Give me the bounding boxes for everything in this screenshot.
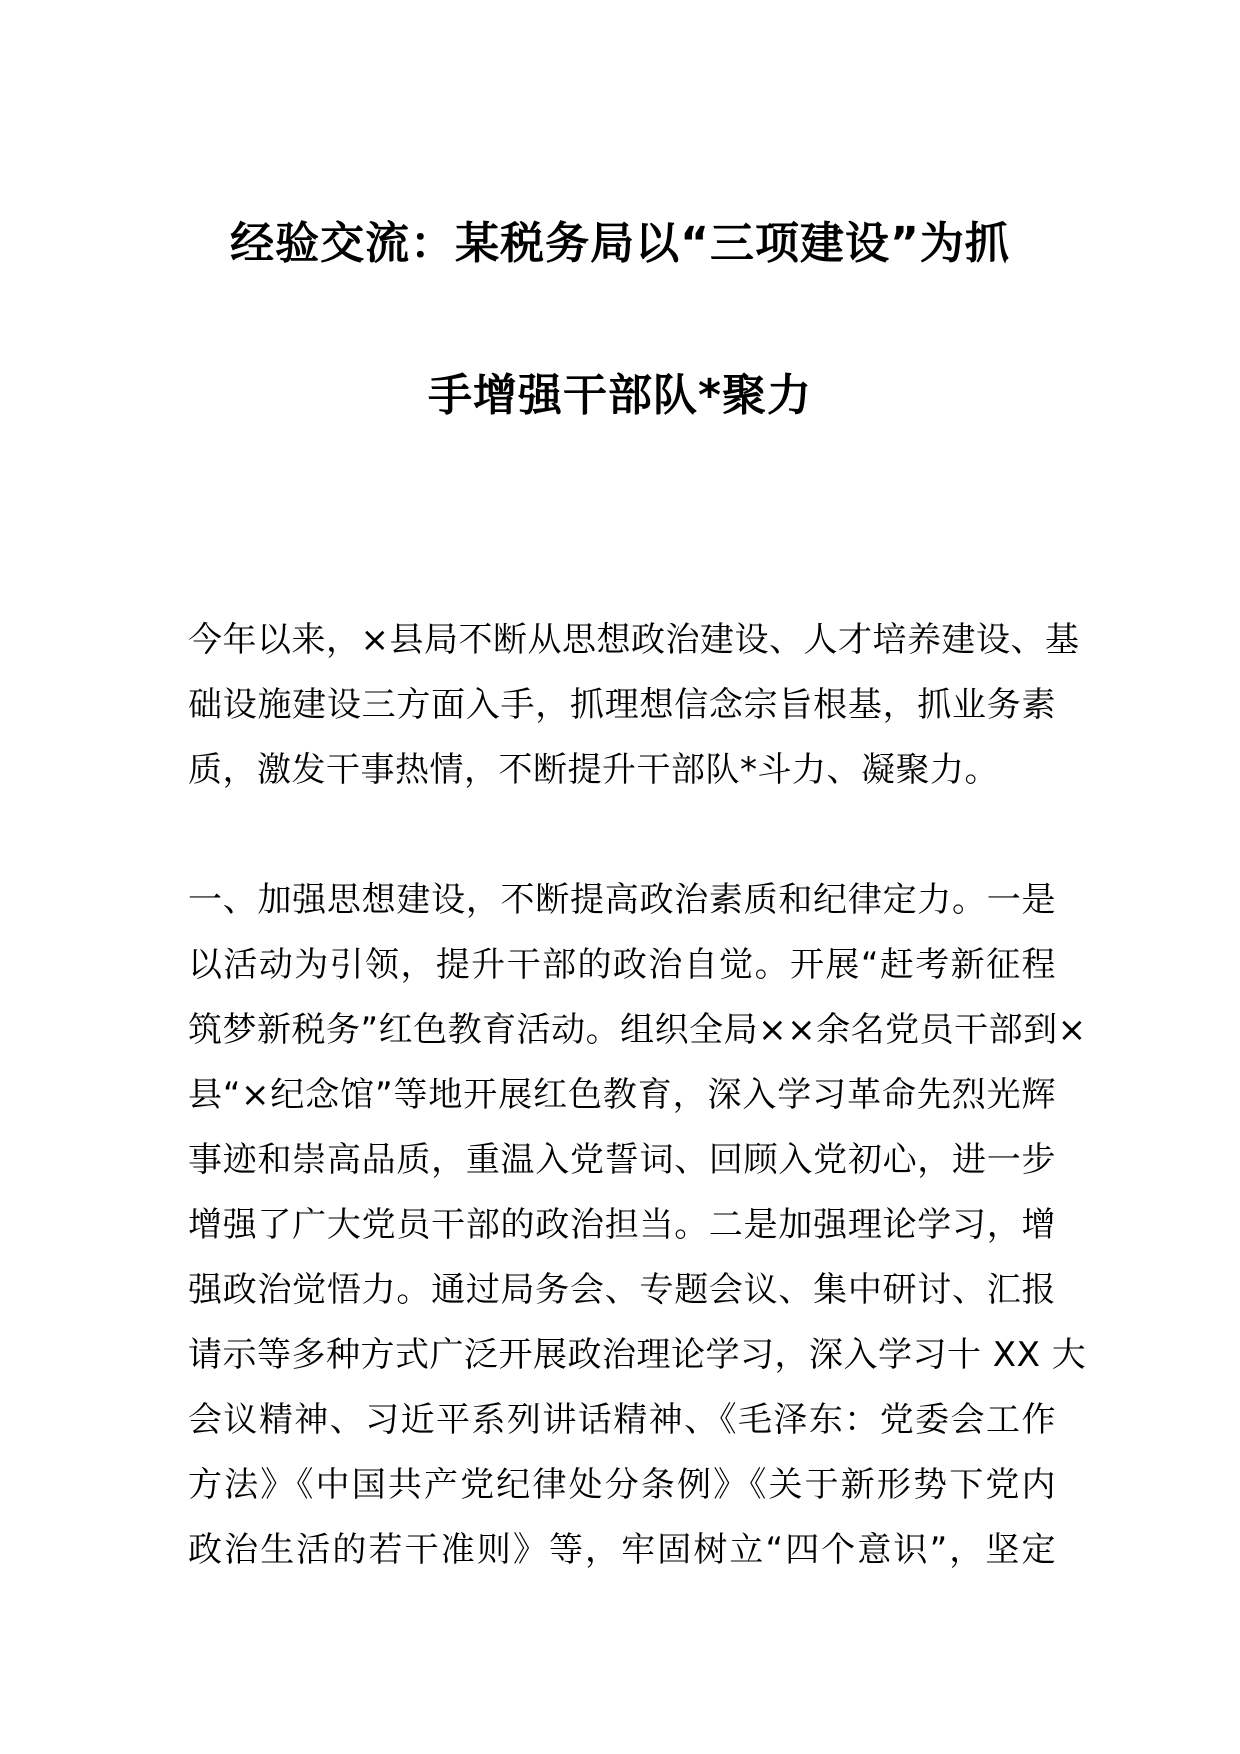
paragraph-line: 以活动为引领，提升干部的政治自觉。开展“赶考新征程 — [188, 945, 1056, 985]
paragraph-line: 方法》《中国共产党纪律处分条例》《关于新形势下党内 — [188, 1465, 1056, 1505]
paragraph-line: 会议精神、习近平系列讲话精神、《毛泽东：党委会工作 — [188, 1400, 1056, 1440]
paragraph-line: 础设施建设三方面入手，抓理想信念宗旨根基，抓业务素 — [188, 685, 1056, 725]
paragraph-line: 强政治觉悟力。通过局务会、专题会议、集中研讨、汇报 — [188, 1270, 1056, 1310]
paragraph-line: 增强了广大党员干部的政治担当。二是加强理论学习，增 — [188, 1205, 1056, 1245]
paragraph-line: 事迹和崇高品质，重温入党誓词、回顾入党初心，进一步 — [188, 1140, 1056, 1180]
paragraph-line: 请示等多种方式广泛开展政治理论学习，深入学习十 XX 大 — [188, 1335, 1087, 1375]
paragraph-line: 县“×纪念馆”等地开展红色教育，深入学习革命先烈光辉 — [188, 1075, 1056, 1115]
title-line-1: 经验交流：某税务局以“三项建设”为抓 — [230, 218, 1010, 269]
paragraph-line: 质，激发干事热情，不断提升干部队*斗力、凝聚力。 — [188, 750, 999, 790]
paragraph-line: 今年以来，×县局不断从思想政治建设、人才培养建设、基 — [188, 620, 1080, 660]
paragraph-line: 一、加强思想建设，不断提高政治素质和纪律定力。一是 — [188, 880, 1056, 920]
paragraph-line: 政治生活的若干准则》等，牢固树立“四个意识”，坚定 — [188, 1530, 1056, 1570]
document-title — [170, 168, 1070, 472]
section-one-paragraph — [188, 868, 1087, 1583]
title-line-2: 手增强干部队*聚力 — [427, 370, 812, 421]
intro-paragraph — [188, 608, 1080, 803]
paragraph-line: 筑梦新税务”红色教育活动。组织全局××余名党员干部到× — [188, 1010, 1087, 1050]
